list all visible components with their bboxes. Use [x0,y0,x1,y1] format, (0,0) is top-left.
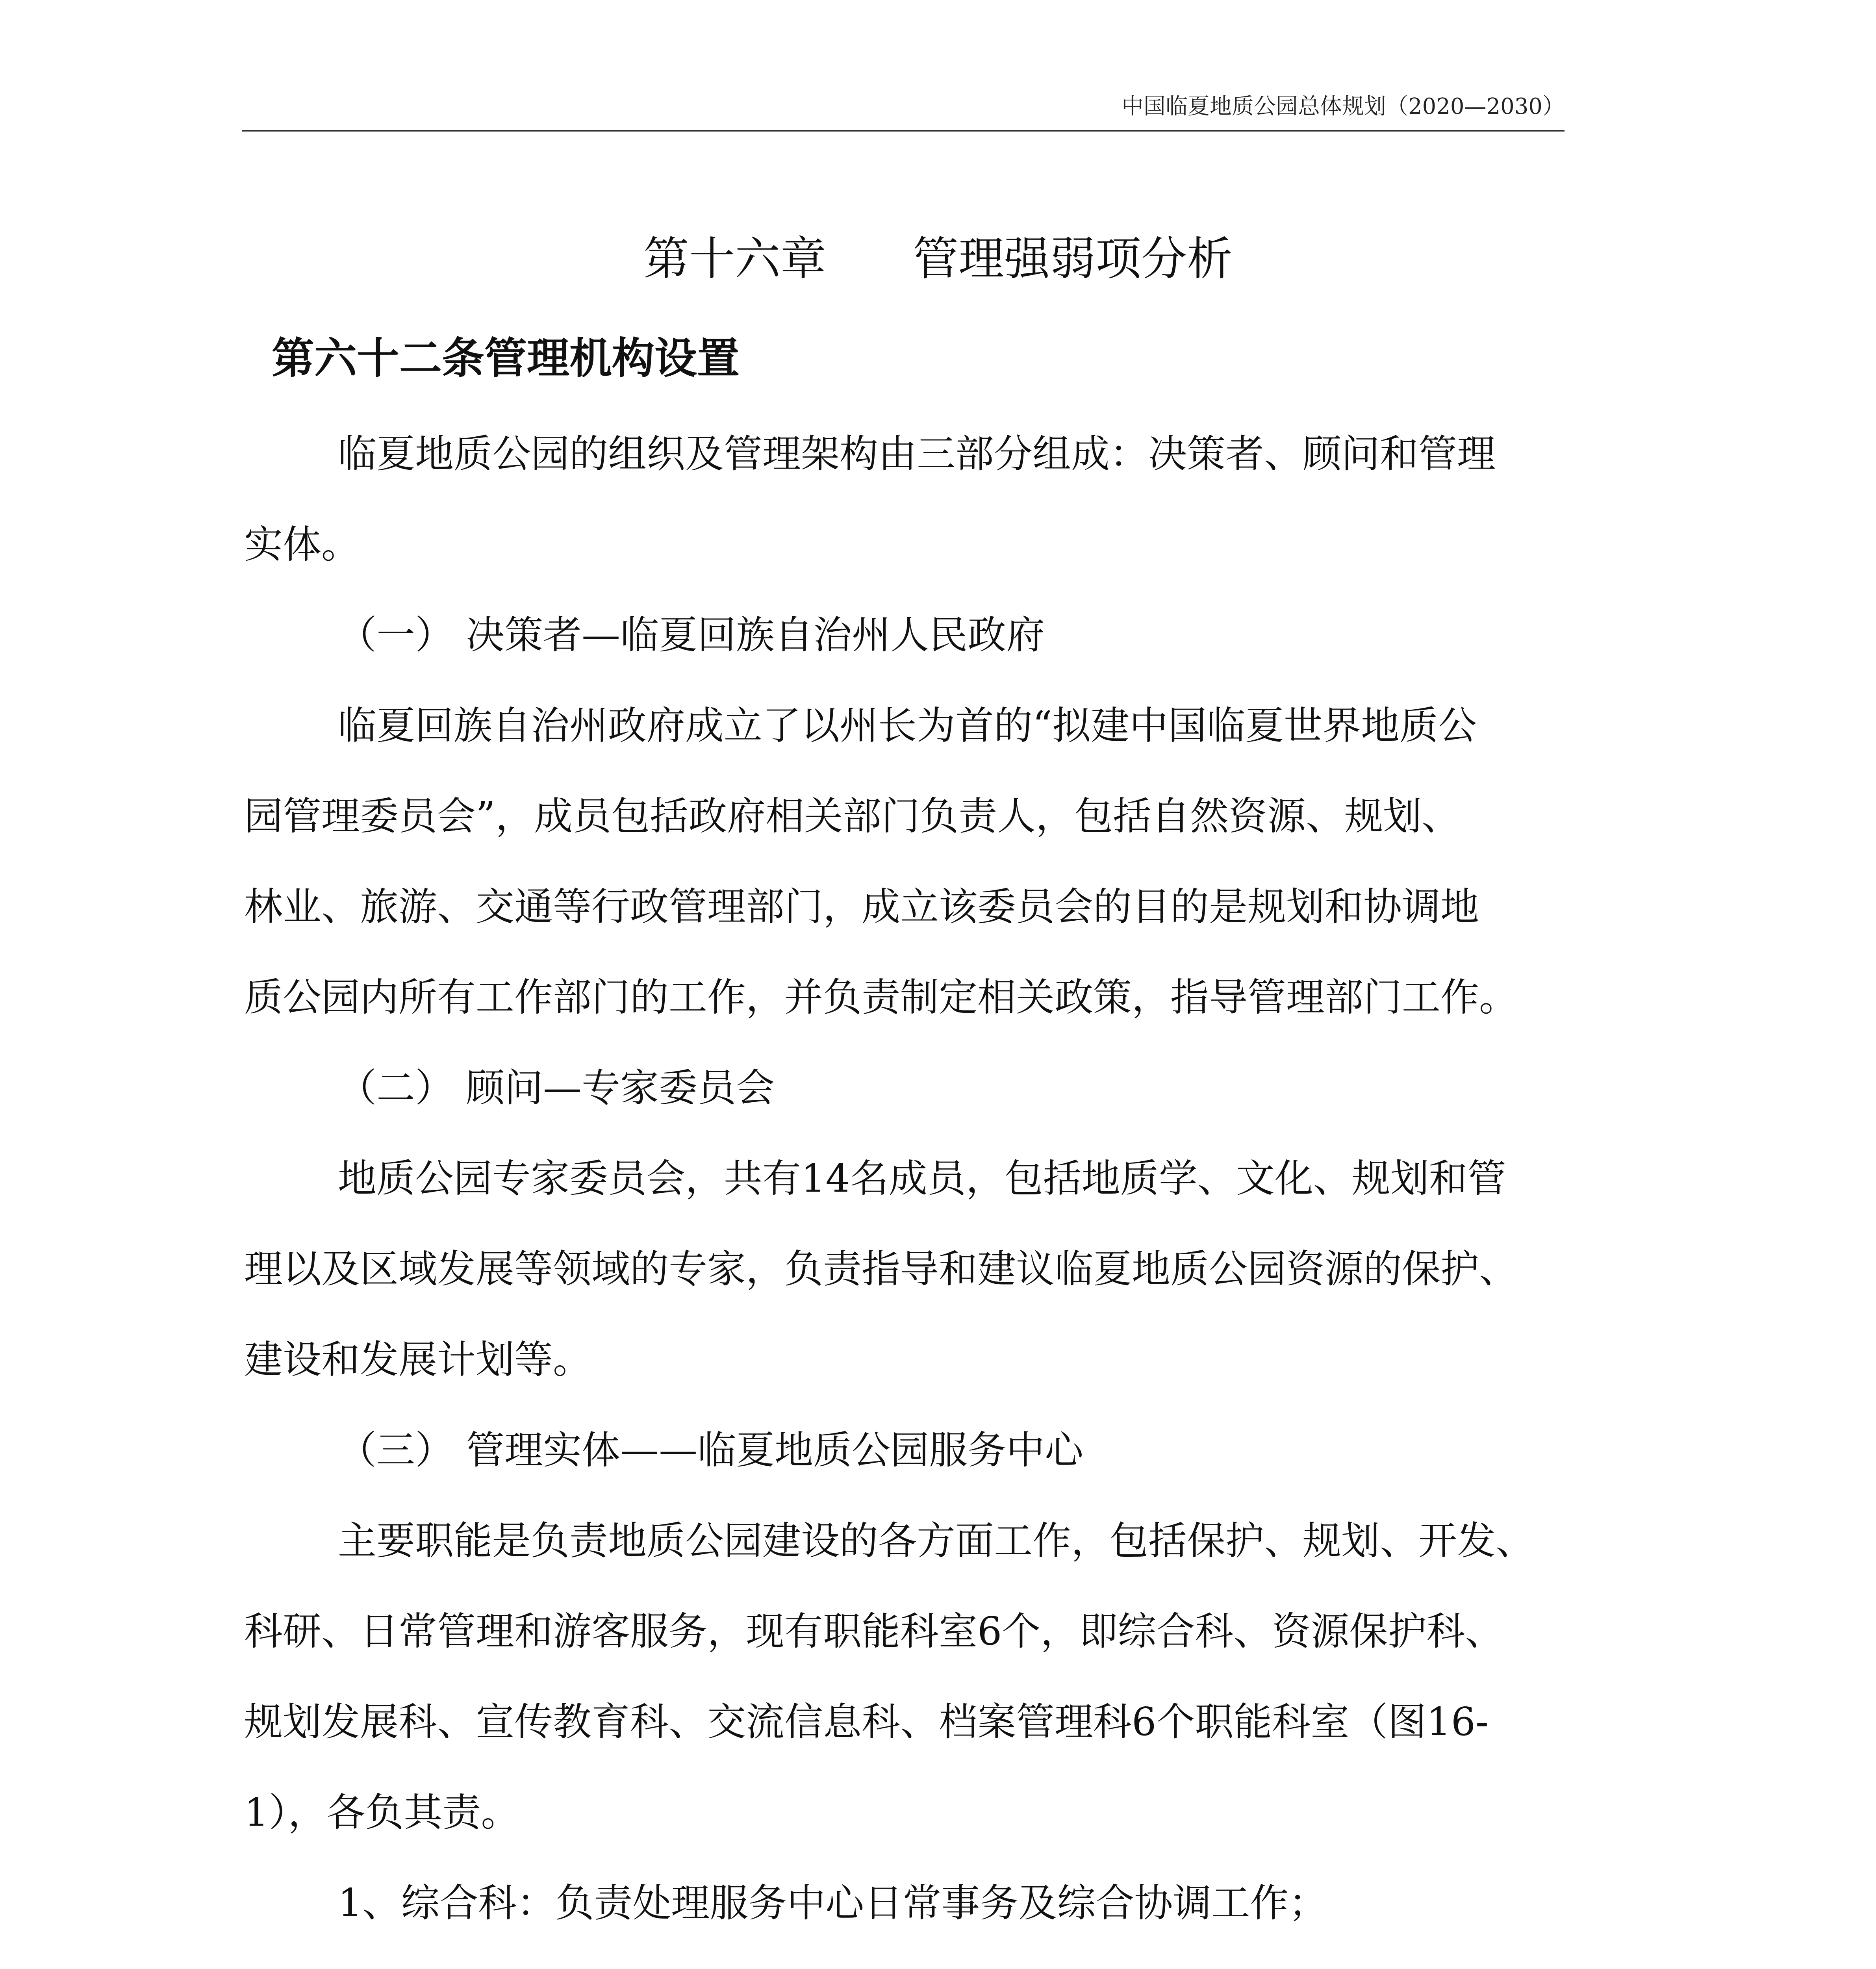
paragraph-line: 林业、旅游、交通等行政管理部门，成立该委员会的目的是规划和协调地 [244,884,1479,929]
paragraph-line: 理以及区域发展等领域的专家，负责指导和建议临夏地质公园资源的保护、 [244,1247,1518,1292]
paragraph-line: 1），各负其责。 [244,1790,520,1835]
article-heading: 第六十二条管理机构设置 [272,334,740,383]
paragraph-line: 科研、日常管理和游客服务，现有职能科室6个，即综合科、资源保护科、 [244,1609,1504,1654]
paragraph-line: 地质公园专家委员会，共有14名成员，包括地质学、文化、规划和管 [338,1156,1506,1201]
paragraph-line: 规划发展科、宣传教育科、交流信息科、档案管理科6个职能科室（图16- [244,1700,1489,1745]
document-title: 中国临夏地质公园总体规划（2020—2030） [1121,94,1565,119]
subsection-heading: （一） 决策者—临夏回族自治州人民政府 [338,613,1045,658]
subsection-heading: （三） 管理实体——临夏地质公园服务中心 [338,1428,1084,1473]
list-item: 1、综合科：负责处理服务中心日常事务及综合协调工作； [338,1881,1327,1926]
paragraph-line: 质公园内所有工作部门的工作，并负责制定相关政策，指导管理部门工作。 [244,975,1518,1020]
chapter-heading [0,232,1876,287]
paragraph-line: 临夏地质公园的组织及管理架构由三部分组成：决策者、顾问和管理 [338,432,1496,476]
paragraph-line: 实体。 [244,522,360,567]
running-header [242,91,1565,132]
chapter-title: 管理强弱项分析 [913,232,1233,286]
paragraph-line: 临夏回族自治州政府成立了以州长为首的“拟建中国临夏世界地质公 [338,703,1477,748]
paragraph-line: 主要职能是负责地质公园建设的各方面工作，包括保护、规划、开发、 [338,1518,1535,1563]
chapter-number: 第十六章 [643,232,826,286]
subsection-heading: （二） 顾问—专家委员会 [338,1066,775,1111]
paragraph-line: 园管理委员会”，成员包括政府相关部门负责人，包括自然资源、规划、 [244,794,1461,839]
paragraph-line: 建设和发展计划等。 [244,1337,592,1382]
